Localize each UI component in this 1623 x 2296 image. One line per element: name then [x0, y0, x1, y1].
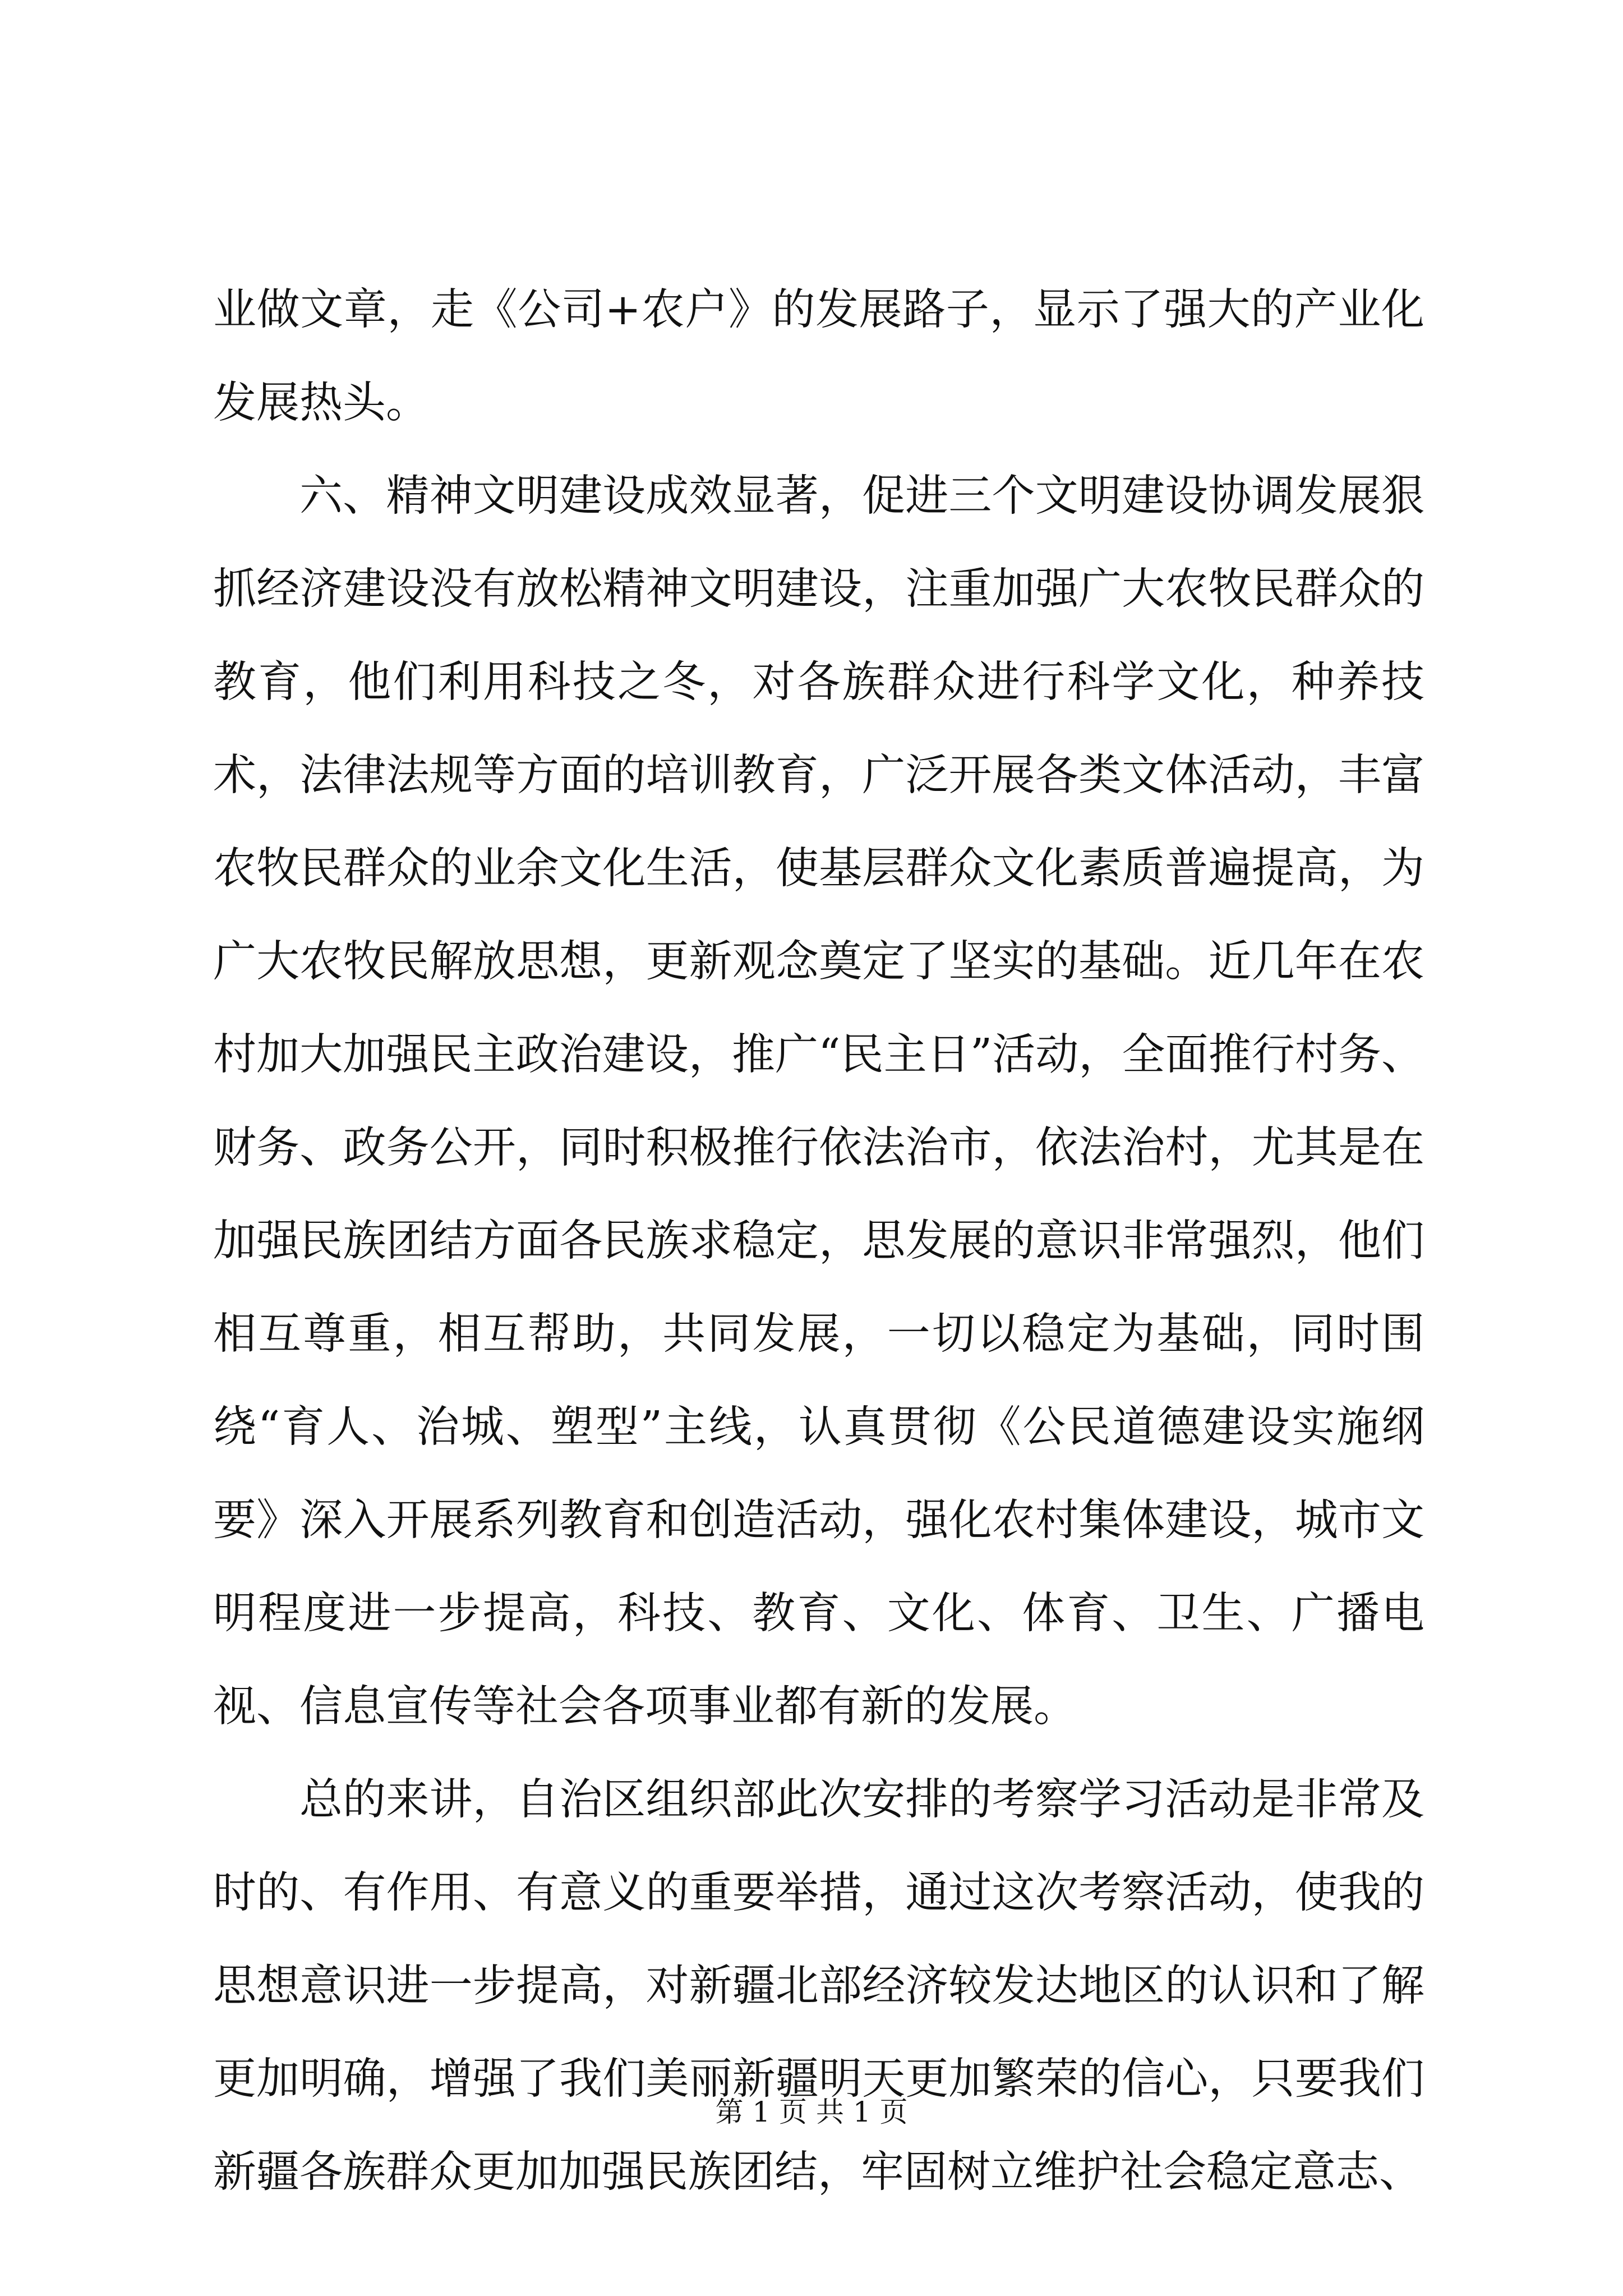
paragraph-continuation: 业做文章，走《公司+农户》的发展路子，显示了强大的产业化发展热头。 [213, 285, 1424, 428]
paragraph-summary: 总的来讲，自治区组织部此次安排的考察学习活动是非常及时的、有作用、有意义的重要举措，通过这次考察活动，使我的思想意识进一步提高，对新疆北部经济较发达地区的认识和了解更加明确，增强了我们美丽新疆明天更加繁荣的信心，只要我们新疆各族群众更加加强民族团结，牢固树立维护社会稳定意志、 [213, 1775, 1424, 2197]
paragraph-spiritual-civilization: 六、精神文明建设成效显著，促进三个文明建设协调发展狠抓经济建设没有放松精神文明建设，注重加强广大农牧民群众的教育，他们利用科技之冬，对各族群众进行科学文化，种养技术，法律法规等方面的培训教育，广泛开展各类文体活动，丰富农牧民群众的业余文化生活，使基层群众文化素质普遍提高，为广大农牧民解放思想，更新观念奠定了坚实的基础。近几年在农村加大加强民主政治建设，推广“民主日”活动，全面推行村务、财务、政务公开，同时积极推行依法治市，依法治村，尤其是在加强民族团结方面各民族求稳定，思发展的意识非常强烈，他们相互尊重，相互帮助，共同发展，一切以稳定为基础，同时围绕“育人、治城、塑型”主线，认真贯彻《公民道德建设实施纲要》深入开展系列教育和创造活动，强化农村集体建设，城市文明程度进一步提高，科技、教育、文化、体育、卫生、广播电视、信息宣传等社会各项事业都有新的发展。 [213, 471, 1424, 1732]
page-footer: 第 1 页 共 1 页 [715, 2096, 908, 2128]
document-body [213, 264, 1424, 2219]
